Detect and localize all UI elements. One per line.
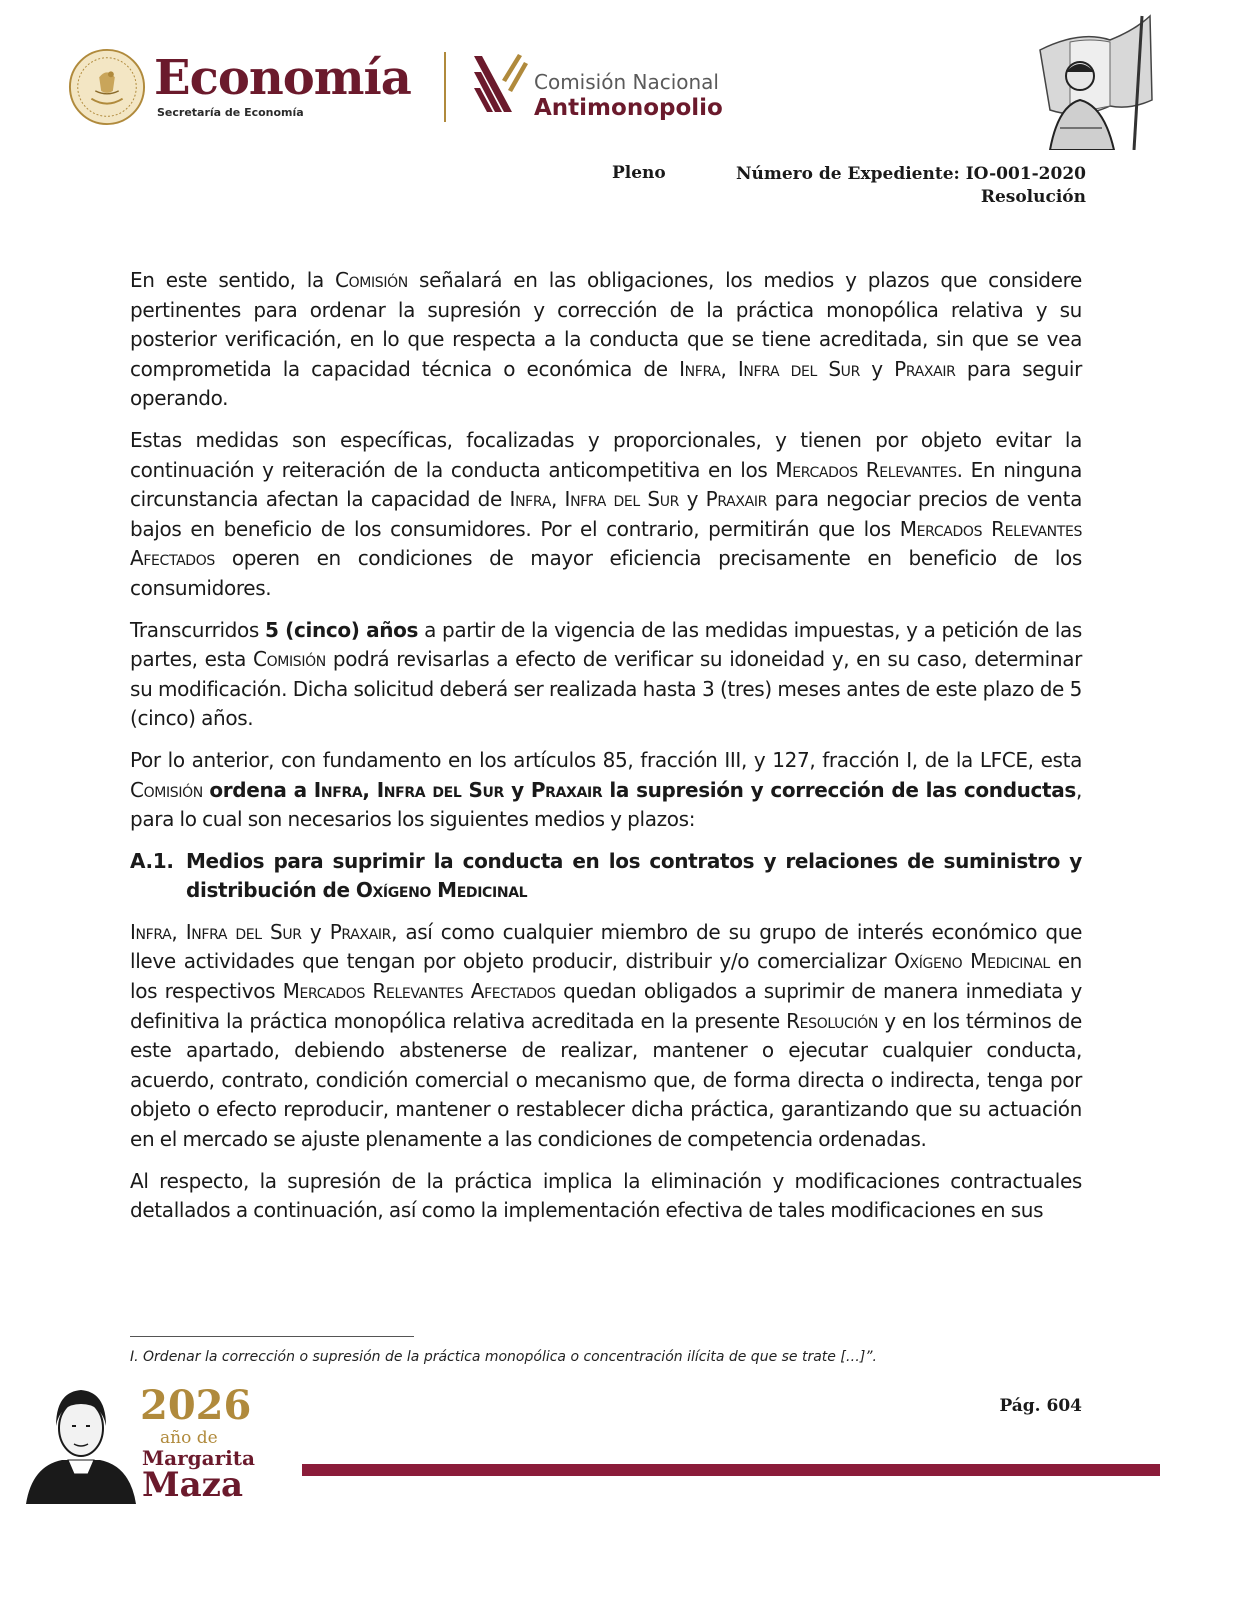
footer-bar xyxy=(302,1464,1160,1476)
mexico-seal-icon xyxy=(68,48,146,126)
year-ano-de: año de xyxy=(160,1428,218,1448)
section-number: A.1. xyxy=(130,848,174,873)
commission-name-line1: Comisión Nacional xyxy=(534,70,719,94)
year-name-first: Margarita xyxy=(142,1446,255,1470)
woman-with-flag-icon xyxy=(1010,10,1160,150)
expediente-number: Número de Expediente: IO-001-2020 xyxy=(735,164,1086,184)
margarita-maza-portrait-icon xyxy=(22,1374,140,1504)
economia-subtitle: Secretaría de Economía xyxy=(157,106,304,119)
paragraph-5: Infra, Infra del Sur y Praxair, así como cualquier miembro de su grupo de interés económico que lleve actividades que tengan por objeto producir, distribuir y/o comercializar Oxígeno Medicinal en los respectivos Mercados Relevantes Afectados quedan obligados a suprimir de manera inmediata y definitiva la práctica monopólica relativa acreditada en la presente Resolución y en los términos de este apartado, debiendo abstenerse de realizar, mantener o ejecutar cualquier conducta, acuerdo, contrato, condición comercial o mecanismo que, de forma directa o indirecta, tenga por objeto o efecto reproducir, mantener o restablecer dicha práctica, garantizando que su actuación en el mercado se ajuste plenamente a las condiciones de competencia ordenadas. xyxy=(130,919,1083,1152)
expediente-block xyxy=(736,163,1086,209)
economia-title: Economía xyxy=(154,50,411,106)
footnote-separator xyxy=(130,1336,414,1337)
year-name-last: Maza xyxy=(142,1465,244,1505)
year-label: 2026 xyxy=(140,1382,252,1429)
paragraph-2: Estas medidas son específicas, focalizadas y proporcionales, y tienen por objeto evitar la continuación y reiteración de la conducta anticompetitiva en los Mercados Relevantes. En ninguna circunstancia afectan la capacidad de Infra, Infra del Sur y Praxair para negociar precios de venta bajos en beneficio de los consumidores. Por el contrario, permitirán que los Mercados Relevantes Afectados operen en condiciones de mayor eficiencia precisamente en beneficio de los consumidores. xyxy=(130,427,1083,600)
footnote-text: I. Ordenar la corrección o supresión de la práctica monopólica o concentración ilícita de que se trate […]”. xyxy=(130,1349,877,1365)
cna-logo-icon xyxy=(472,50,528,120)
paragraph-1: En este sentido, la Comisión señalará en las obligaciones, los medios y plazos que considere pertinentes para ordenar la supresión y corrección de la práctica monopólica relativa y su posterior verificación, en lo que respecta a la conducta que se tiene acreditada, sin que se vea comprometida la capacidad técnica o económica de Infra, Infra del Sur y Praxair para seguir operando. xyxy=(130,268,1082,411)
page-number: Pág. 604 xyxy=(999,1396,1082,1416)
paragraph-6: Al respecto, la supresión de la práctica implica la eliminación y modificaciones contractuales detallados a continuación, así como la implementación efectiva de tales modificaciones en sus xyxy=(130,1168,1082,1223)
section-heading-a1 xyxy=(130,847,1082,906)
document-body xyxy=(130,266,1082,1238)
commission-name-line2: Antimonopolio xyxy=(534,95,723,121)
pleno-label: Pleno xyxy=(612,163,666,183)
section-title: Medios para suprimir la conducta en los contratos y relaciones de suministro y distribución de Oxígeno Medicinal xyxy=(186,848,1082,903)
paragraph-3: Transcurridos 5 (cinco) años a partir de la vigencia de las medidas impuestas, y a petición de las partes, esta Comisión podrá revisarlas a efecto de verificar su idoneidad y, en su caso, determinar su modificación. Dicha solicitud deberá ser realizada hasta 3 (tres) meses antes de este plazo de 5 (cinco) años. xyxy=(130,617,1083,731)
document-type: Resolución xyxy=(980,187,1086,207)
paragraph-4: Por lo anterior, con fundamento en los artículos 85, fracción III, y 127, fracción I, de la LFCE, esta Comisión ordena a Infra, Infra del Sur y Praxair la supresión y corrección de las conductas, para lo cual son necesarios los siguientes medios y plazos: xyxy=(130,747,1082,832)
logo-divider xyxy=(444,52,446,122)
